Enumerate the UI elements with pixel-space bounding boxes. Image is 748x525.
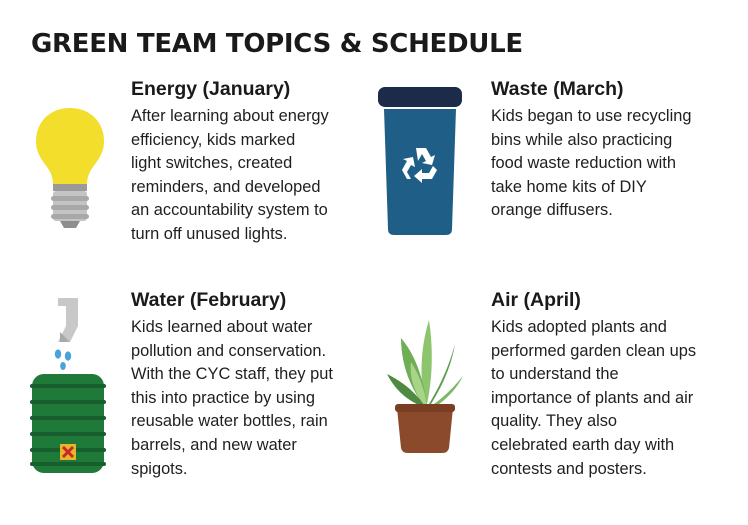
topic-heading: Air (April) [491, 289, 581, 311]
topic-energy [131, 77, 329, 247]
topic-description: Kids began to use recycling bins while also practicing food waste reduction with take home kits of DIY orange diffusers. [491, 107, 692, 220]
topic-description: Kids adopted plants and performed garden clean ups to understand the importance of plants and air quality. They also celebrated earth day with contests and posters. [491, 318, 697, 478]
rain-barrel-icon [30, 298, 106, 479]
topic-waste [491, 77, 691, 223]
recycling-bin-icon [378, 87, 462, 242]
topic-description: After learning about energy efficiency, kids marked light switches, created reminders, and developed an accountability system to turn off unused lights. [131, 107, 329, 243]
potted-plant-icon [385, 316, 465, 459]
page-title: GREEN TEAM TOPICS & SCHEDULE [31, 29, 523, 59]
topic-air [491, 288, 696, 481]
light-bulb-icon [34, 104, 106, 235]
topic-water [131, 288, 333, 481]
topic-heading: Waste (March) [491, 78, 624, 100]
topic-heading: Energy (January) [131, 78, 291, 100]
topic-heading: Water (February) [131, 289, 287, 311]
topic-description: Kids learned about water pollution and conservation. With the CYC staff, they put this into practice by using reusable water bottles, rain barrels, and new water spigots. [131, 318, 333, 478]
